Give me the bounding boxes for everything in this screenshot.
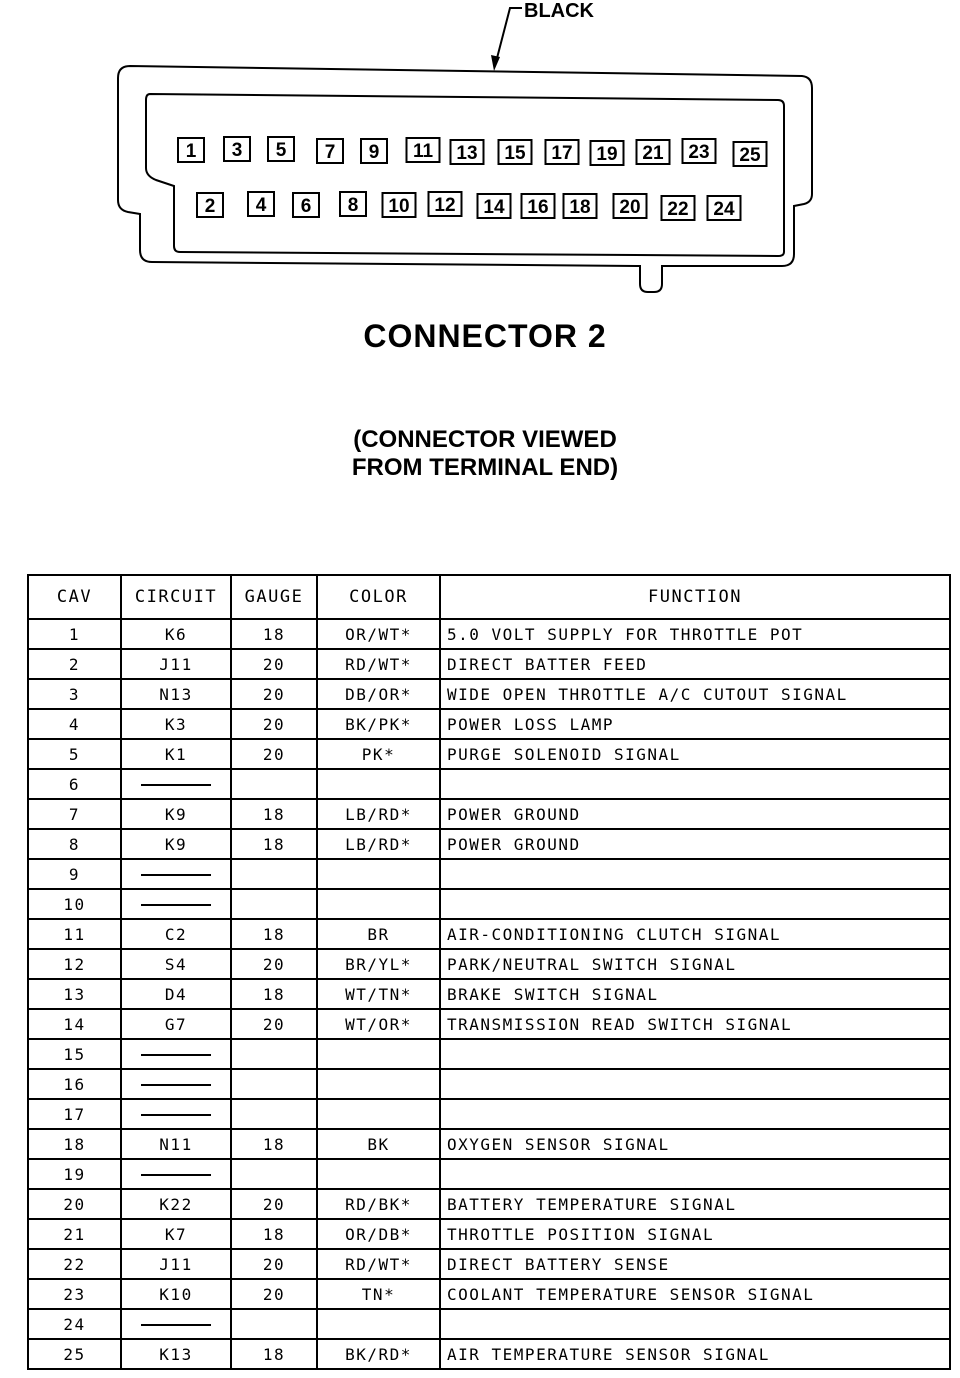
pinout-table — [27, 574, 951, 1370]
pin-label: 12 — [434, 195, 456, 216]
pin-19 — [591, 141, 624, 165]
cell-color — [317, 769, 440, 799]
cell-circuit: K10 — [121, 1279, 231, 1309]
connector-diagram — [0, 0, 960, 310]
cell-color — [317, 1099, 440, 1129]
connector-inner-housing — [146, 94, 784, 256]
cell-circuit — [121, 1309, 231, 1339]
table-row — [28, 829, 950, 859]
cell-color: RD/BK* — [317, 1189, 440, 1219]
pin-label: 4 — [255, 195, 267, 216]
cell-gauge: 18 — [231, 1339, 317, 1369]
table-row — [28, 1219, 950, 1249]
cell-function: WIDE OPEN THROTTLE A/C CUTOUT SIGNAL — [440, 679, 950, 709]
pin-label: 22 — [667, 199, 689, 220]
unused-circuit-dash — [141, 784, 211, 786]
cell-gauge: 18 — [231, 619, 317, 649]
cell-color — [317, 1309, 440, 1339]
table-row — [28, 799, 950, 829]
cell-gauge: 20 — [231, 709, 317, 739]
cell-function — [440, 1069, 950, 1099]
cell-gauge — [231, 1069, 317, 1099]
header-gauge: GAUGE — [231, 575, 317, 619]
table-row — [28, 1189, 950, 1219]
cell-cav: 6 — [28, 769, 121, 799]
header-circuit: CIRCUIT — [121, 575, 231, 619]
cell-color: BK — [317, 1129, 440, 1159]
cell-gauge — [231, 889, 317, 919]
cell-gauge — [231, 1159, 317, 1189]
cell-circuit — [121, 889, 231, 919]
cell-gauge — [231, 1039, 317, 1069]
pin-10 — [383, 193, 416, 217]
pin-4 — [248, 192, 274, 216]
cell-color: WT/OR* — [317, 1009, 440, 1039]
cell-color — [317, 859, 440, 889]
cell-gauge: 20 — [231, 1279, 317, 1309]
cell-cav: 18 — [28, 1129, 121, 1159]
cell-cav: 21 — [28, 1219, 121, 1249]
table-row — [28, 1249, 950, 1279]
pin-label: 23 — [688, 142, 710, 163]
cell-color — [317, 1039, 440, 1069]
bottom-row-pins — [197, 192, 741, 220]
pin-14 — [478, 194, 511, 218]
pin-25 — [734, 142, 767, 166]
pin-23 — [683, 139, 716, 163]
cell-gauge: 18 — [231, 1219, 317, 1249]
table-row — [28, 889, 950, 919]
cell-circuit — [121, 769, 231, 799]
callout-arrowhead — [491, 55, 500, 71]
cell-circuit — [121, 1039, 231, 1069]
unused-circuit-dash — [141, 1174, 211, 1176]
cell-color: BK/RD* — [317, 1339, 440, 1369]
cell-function — [440, 859, 950, 889]
cell-function: AIR TEMPERATURE SENSOR SIGNAL — [440, 1339, 950, 1369]
cell-gauge — [231, 769, 317, 799]
cell-cav: 4 — [28, 709, 121, 739]
cell-circuit — [121, 1099, 231, 1129]
cell-gauge — [231, 1309, 317, 1339]
cell-cav: 22 — [28, 1249, 121, 1279]
table-row — [28, 1069, 950, 1099]
unused-circuit-dash — [141, 1084, 211, 1086]
cell-gauge: 20 — [231, 1189, 317, 1219]
cell-color: PK* — [317, 739, 440, 769]
cell-function — [440, 1159, 950, 1189]
table-row — [28, 769, 950, 799]
pin-label: 11 — [412, 141, 434, 162]
cell-color: OR/DB* — [317, 1219, 440, 1249]
cell-color: WT/TN* — [317, 979, 440, 1009]
cell-circuit: N13 — [121, 679, 231, 709]
cell-circuit: D4 — [121, 979, 231, 1009]
cell-gauge: 20 — [231, 1249, 317, 1279]
cell-function — [440, 1099, 950, 1129]
pin-21 — [637, 140, 670, 164]
cell-function — [440, 769, 950, 799]
cell-color: TN* — [317, 1279, 440, 1309]
callout-leader-line — [496, 8, 522, 62]
cell-function: POWER LOSS LAMP — [440, 709, 950, 739]
cell-color: BR — [317, 919, 440, 949]
table-row — [28, 679, 950, 709]
table-row — [28, 619, 950, 649]
cell-circuit: J11 — [121, 649, 231, 679]
cell-color: LB/RD* — [317, 829, 440, 859]
pin-11 — [407, 138, 440, 162]
cell-gauge: 18 — [231, 919, 317, 949]
cell-function: DIRECT BATTERY SENSE — [440, 1249, 950, 1279]
cell-circuit: K6 — [121, 619, 231, 649]
pin-18 — [564, 194, 597, 218]
cell-color: BR/YL* — [317, 949, 440, 979]
cell-gauge: 18 — [231, 979, 317, 1009]
cell-color: OR/WT* — [317, 619, 440, 649]
table-row — [28, 859, 950, 889]
pin-2 — [197, 193, 223, 217]
table-row — [28, 739, 950, 769]
cell-function: POWER GROUND — [440, 829, 950, 859]
cell-function: AIR-CONDITIONING CLUTCH SIGNAL — [440, 919, 950, 949]
table-row — [28, 1159, 950, 1189]
cell-circuit: K9 — [121, 799, 231, 829]
wire-color-label: BLACK — [524, 0, 594, 22]
table-row — [28, 1279, 950, 1309]
view-note-line1: (CONNECTOR VIEWED — [353, 426, 617, 453]
cell-cav: 3 — [28, 679, 121, 709]
cell-cav: 5 — [28, 739, 121, 769]
table-row — [28, 649, 950, 679]
pin-label: 19 — [596, 144, 618, 165]
cell-color — [317, 889, 440, 919]
cell-cav: 25 — [28, 1339, 121, 1369]
pin-9 — [361, 139, 387, 163]
header-color: COLOR — [317, 575, 440, 619]
pin-16 — [522, 194, 555, 218]
cell-cav: 11 — [28, 919, 121, 949]
cell-function: OXYGEN SENSOR SIGNAL — [440, 1129, 950, 1159]
cell-cav: 17 — [28, 1099, 121, 1129]
cell-circuit: K7 — [121, 1219, 231, 1249]
cell-cav: 14 — [28, 1009, 121, 1039]
pin-label: 10 — [388, 196, 410, 217]
table-row — [28, 919, 950, 949]
cell-circuit: K9 — [121, 829, 231, 859]
view-note-line2: FROM TERMINAL END) — [351, 454, 619, 481]
cell-gauge — [231, 1099, 317, 1129]
cell-circuit: G7 — [121, 1009, 231, 1039]
cell-function — [440, 1039, 950, 1069]
pin-8 — [340, 192, 366, 216]
cell-circuit: K22 — [121, 1189, 231, 1219]
cell-function: COOLANT TEMPERATURE SENSOR SIGNAL — [440, 1279, 950, 1309]
cell-function: 5.0 VOLT SUPPLY FOR THROTTLE POT — [440, 619, 950, 649]
pin-label: 25 — [739, 145, 761, 166]
cell-circuit: K13 — [121, 1339, 231, 1369]
header-function: FUNCTION — [440, 575, 950, 619]
cell-cav: 24 — [28, 1309, 121, 1339]
cell-circuit: C2 — [121, 919, 231, 949]
cell-function: POWER GROUND — [440, 799, 950, 829]
pin-6 — [293, 193, 319, 217]
pin-7 — [317, 139, 343, 163]
cell-circuit: N11 — [121, 1129, 231, 1159]
cell-cav: 1 — [28, 619, 121, 649]
cell-cav: 16 — [28, 1069, 121, 1099]
cell-gauge: 20 — [231, 649, 317, 679]
pin-3 — [224, 137, 250, 161]
pin-24 — [708, 196, 741, 220]
cell-color — [317, 1069, 440, 1099]
cell-cav: 7 — [28, 799, 121, 829]
pin-label: 6 — [300, 196, 312, 217]
cell-circuit: K1 — [121, 739, 231, 769]
connector-title: CONNECTOR 2 — [363, 318, 607, 354]
pin-label: 13 — [456, 143, 478, 164]
cell-color: RD/WT* — [317, 649, 440, 679]
pin-label: 1 — [185, 141, 197, 162]
pin-label: 21 — [642, 143, 664, 164]
cell-cav: 2 — [28, 649, 121, 679]
cell-cav: 8 — [28, 829, 121, 859]
header-cav: CAV — [28, 575, 121, 619]
pin-label: 5 — [275, 140, 287, 161]
cell-circuit — [121, 1069, 231, 1099]
cell-function: PARK/NEUTRAL SWITCH SIGNAL — [440, 949, 950, 979]
cell-cav: 23 — [28, 1279, 121, 1309]
cell-function: THROTTLE POSITION SIGNAL — [440, 1219, 950, 1249]
unused-circuit-dash — [141, 874, 211, 876]
pin-5 — [268, 137, 294, 161]
cell-cav: 19 — [28, 1159, 121, 1189]
cell-color: RD/WT* — [317, 1249, 440, 1279]
table-row — [28, 1039, 950, 1069]
pin-1 — [178, 138, 204, 162]
pin-12 — [429, 192, 462, 216]
pinout-table-body — [28, 619, 950, 1369]
top-row-pins — [178, 137, 767, 166]
cell-color: LB/RD* — [317, 799, 440, 829]
table-row — [28, 1129, 950, 1159]
cell-circuit — [121, 859, 231, 889]
pin-label: 3 — [231, 140, 243, 161]
pin-22 — [662, 196, 695, 220]
cell-function — [440, 889, 950, 919]
cell-cav: 10 — [28, 889, 121, 919]
cell-cav: 20 — [28, 1189, 121, 1219]
pin-label: 24 — [713, 199, 735, 220]
pin-15 — [499, 140, 532, 164]
pin-label: 18 — [569, 197, 591, 218]
pin-label: 20 — [619, 197, 641, 218]
cell-color: BK/PK* — [317, 709, 440, 739]
table-row — [28, 1309, 950, 1339]
cell-color — [317, 1159, 440, 1189]
table-row — [28, 1009, 950, 1039]
cell-cav: 12 — [28, 949, 121, 979]
cell-function: DIRECT BATTER FEED — [440, 649, 950, 679]
cell-circuit — [121, 1159, 231, 1189]
cell-cav: 9 — [28, 859, 121, 889]
pin-label: 15 — [504, 143, 526, 164]
cell-function — [440, 1309, 950, 1339]
cell-gauge: 18 — [231, 799, 317, 829]
table-row — [28, 979, 950, 1009]
cell-gauge: 20 — [231, 739, 317, 769]
cell-function: PURGE SOLENOID SIGNAL — [440, 739, 950, 769]
pin-20 — [614, 194, 647, 218]
cell-circuit: J11 — [121, 1249, 231, 1279]
cell-circuit: S4 — [121, 949, 231, 979]
pin-13 — [451, 140, 484, 164]
pin-label: 9 — [368, 142, 380, 163]
cell-color: DB/OR* — [317, 679, 440, 709]
cell-gauge: 20 — [231, 1009, 317, 1039]
table-row — [28, 1339, 950, 1369]
unused-circuit-dash — [141, 904, 211, 906]
cell-function: TRANSMISSION READ SWITCH SIGNAL — [440, 1009, 950, 1039]
cell-gauge: 20 — [231, 679, 317, 709]
unused-circuit-dash — [141, 1114, 211, 1116]
table-row — [28, 1099, 950, 1129]
cell-cav: 13 — [28, 979, 121, 1009]
cell-circuit: K3 — [121, 709, 231, 739]
table-row — [28, 949, 950, 979]
pin-label: 7 — [324, 142, 336, 163]
cell-function: BRAKE SWITCH SIGNAL — [440, 979, 950, 1009]
pin-label: 8 — [347, 195, 359, 216]
table-row — [28, 709, 950, 739]
cell-gauge: 20 — [231, 949, 317, 979]
cell-cav: 15 — [28, 1039, 121, 1069]
pin-17 — [546, 140, 579, 164]
pin-label: 14 — [483, 197, 505, 218]
unused-circuit-dash — [141, 1324, 211, 1326]
cell-gauge: 18 — [231, 1129, 317, 1159]
cell-gauge — [231, 859, 317, 889]
cell-function: BATTERY TEMPERATURE SIGNAL — [440, 1189, 950, 1219]
pin-label: 16 — [527, 197, 549, 218]
unused-circuit-dash — [141, 1054, 211, 1056]
pin-label: 2 — [204, 196, 216, 217]
table-header-row — [28, 575, 950, 619]
pin-label: 17 — [551, 143, 573, 164]
cell-gauge: 18 — [231, 829, 317, 859]
